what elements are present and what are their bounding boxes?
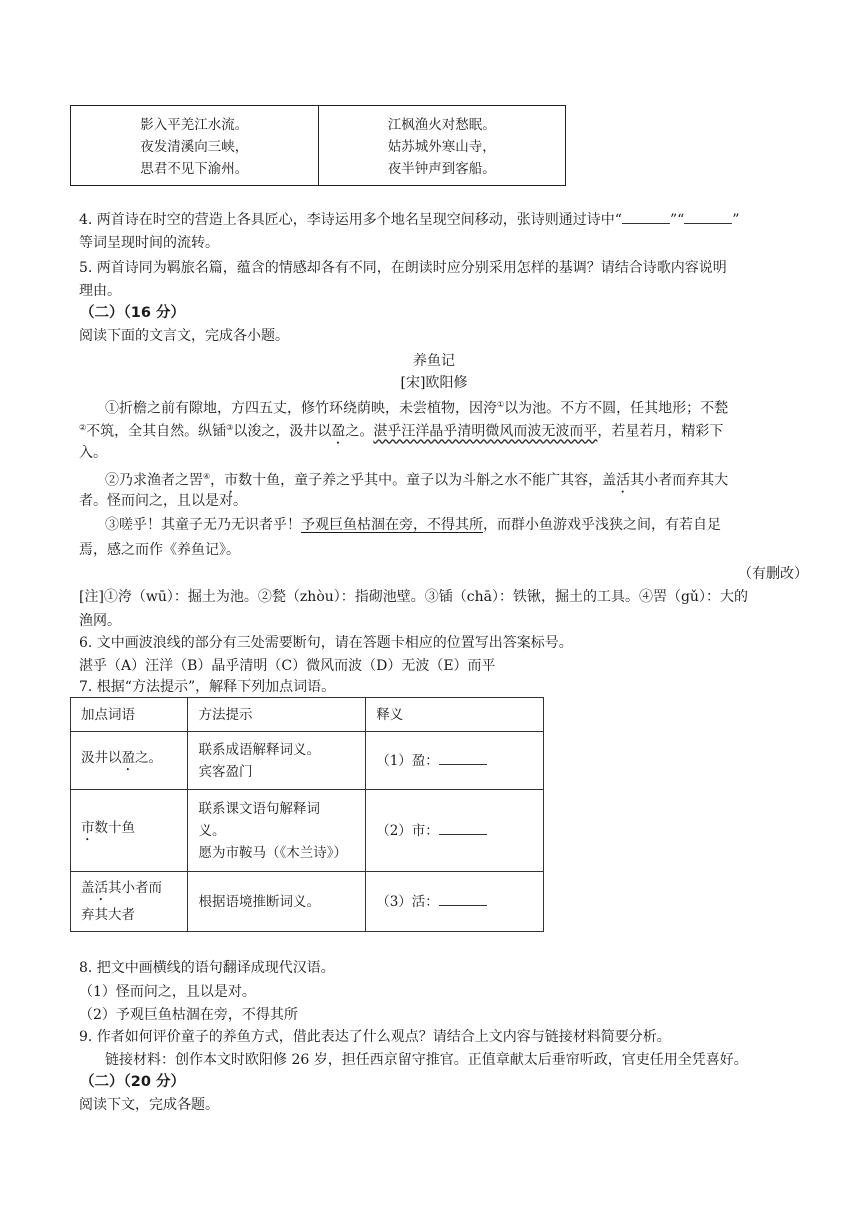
answer-blank[interactable] <box>622 211 670 224</box>
poem-left-line-2: 夜发清溪向三峡， <box>140 139 249 155</box>
question-7: 7. 根据“方法提示”，解释下列加点词语。 <box>79 679 336 695</box>
poem-right-cell <box>318 106 566 186</box>
poem-right-line-1: 江枫渔火对愁眠。 <box>387 117 496 133</box>
question-5-cont: 理由。 <box>79 283 121 299</box>
passage-author: [宋]欧阳修 <box>400 375 468 391</box>
section-heading: （二）（16 分） <box>80 305 185 321</box>
table-cell-word: 市数十鱼 <box>71 790 188 872</box>
poem-left-line-1: 影入平羌江水流。 <box>140 117 249 133</box>
table-cell-word: 盖活其小者而 弃其大者 <box>71 872 188 932</box>
table-cell-hint: 联系成语解释词义。 宾客盈门 <box>188 732 366 790</box>
table-cell-hint: 联系课文语句解释词 义。 愿为市鞍马（《木兰诗》） <box>188 790 366 872</box>
poem-right-line-2: 姑苏城外寒山寺， <box>387 139 496 155</box>
paragraph-2-line-2: 者。怪而问之，且以是对。 <box>79 493 247 509</box>
question-6-options: 湛乎（A）汪洋（B）晶乎清明（C）微风而波（D）无波（E）而平 <box>79 658 496 674</box>
passage-title: 养鱼记 <box>413 353 455 369</box>
section-instruction: 阅读下文，完成各题。 <box>79 1097 219 1113</box>
question-9: 9. 作者如何评价童子的养鱼方式，借此表达了什么观点？请结合上文内容与链接材料简要分析。 <box>79 1029 671 1045</box>
table-header: 释义 <box>366 698 544 732</box>
dotted-word: 盈 <box>331 423 346 440</box>
paragraph-1-line-3: 入。 <box>79 445 107 461</box>
link-material: 链接材料：创作本文时欧阳修 26 岁，担任西京留守推官。正值章献太后垂帘听政，官吏任用全凭喜好。 <box>105 1052 748 1068</box>
dotted-word: 活 <box>616 472 631 489</box>
word-explanation-table <box>70 697 544 932</box>
paragraph-1-line-1: ①折檐之前有隙地，方四五丈，修竹环绕荫映，未尝植物，因洿①以为池。不方不圆，任其地形；不甃 <box>105 400 729 417</box>
edited-note: （有删改） <box>738 566 808 582</box>
answer-blank[interactable] <box>439 822 487 835</box>
table-cell-answer: （1）盈： <box>366 732 544 790</box>
poem-table <box>70 105 566 186</box>
table-cell-hint: 根据语境推断词义。 <box>188 872 366 932</box>
poem-right-line-3: 夜半钟声到客船。 <box>387 161 496 177</box>
poem-left-cell <box>71 106 319 186</box>
paragraph-3-line-1: ③嗟乎！其童子无乃无识者乎！予观巨鱼枯涸在旁，不得其所，而群小鱼游戏乎浅狭之间，有若自足 <box>105 517 721 533</box>
underlined-text: 予观巨鱼枯涸在旁，不得其所 <box>301 517 483 533</box>
table-header: 方法提示 <box>188 698 366 732</box>
section-heading: （二）（20 分） <box>80 1074 185 1090</box>
section-instruction: 阅读下面的文言文，完成各小题。 <box>79 328 289 344</box>
answer-blank[interactable] <box>439 893 487 906</box>
dotted-word: 市 <box>224 472 239 489</box>
table-cell-answer: （3）活： <box>366 872 544 932</box>
question-5: 5. 两首诗同为羁旅名篇，蕴含的情感却各有不同，在朗读时应分别采用怎样的基调？请结合诗歌内容说明 <box>79 260 727 276</box>
paragraph-3-line-2: 焉，感之而作《养鱼记》。 <box>79 542 240 558</box>
question-6: 6. 文中画波浪线的部分有三处需要断句，请在答题卡相应的位置写出答案标号。 <box>79 635 573 651</box>
table-header: 加点词语 <box>71 698 188 732</box>
paragraph-2-line-1: ②乃求渔者之罟④，市数十鱼，童子养之乎其中。童子以为斗斛之水不能广其容，盖活其小者而弃其大 <box>105 472 729 489</box>
answer-blank[interactable] <box>439 752 487 765</box>
poem-left-line-3: 思君不见下渝州。 <box>140 161 249 177</box>
table-cell-word: 汲井以盈之。 <box>71 732 188 790</box>
question-8-sentence-2: （2）予观巨鱼枯涸在旁，不得其所 <box>79 1007 298 1023</box>
notes-line-1: [注]①洿（wū）：掘土为池。②甃（zhòu）：指砌池壁。③锸（chā）：铁锹，掘土的工具。④罟（gǔ）：大的 <box>79 589 748 605</box>
question-8: 8. 把文中画横线的语句翻译成现代汉语。 <box>79 960 335 976</box>
wavy-underlined-text: 湛乎汪洋晶乎清明微风而波无波而平 <box>373 423 598 440</box>
table-cell-answer: （2）市： <box>366 790 544 872</box>
question-4: 4. 两首诗在时空的营造上各具匠心，李诗运用多个地名呈现空间移动，张诗则通过诗中“ ”“ ” <box>79 212 740 228</box>
question-4-cont: 等词呈现时间的流转。 <box>79 235 219 251</box>
question-8-sentence-1: （1）怪而问之，且以是对。 <box>79 984 256 1000</box>
answer-blank[interactable] <box>684 211 732 224</box>
paragraph-1-line-2: ②不筑，全其自然。纵锸③以浚之，汲井以盈之。湛乎汪洋晶乎清明微风而波无波而平，若星若月，精彩下 <box>79 423 724 440</box>
notes-line-2: 渔网。 <box>79 613 121 629</box>
